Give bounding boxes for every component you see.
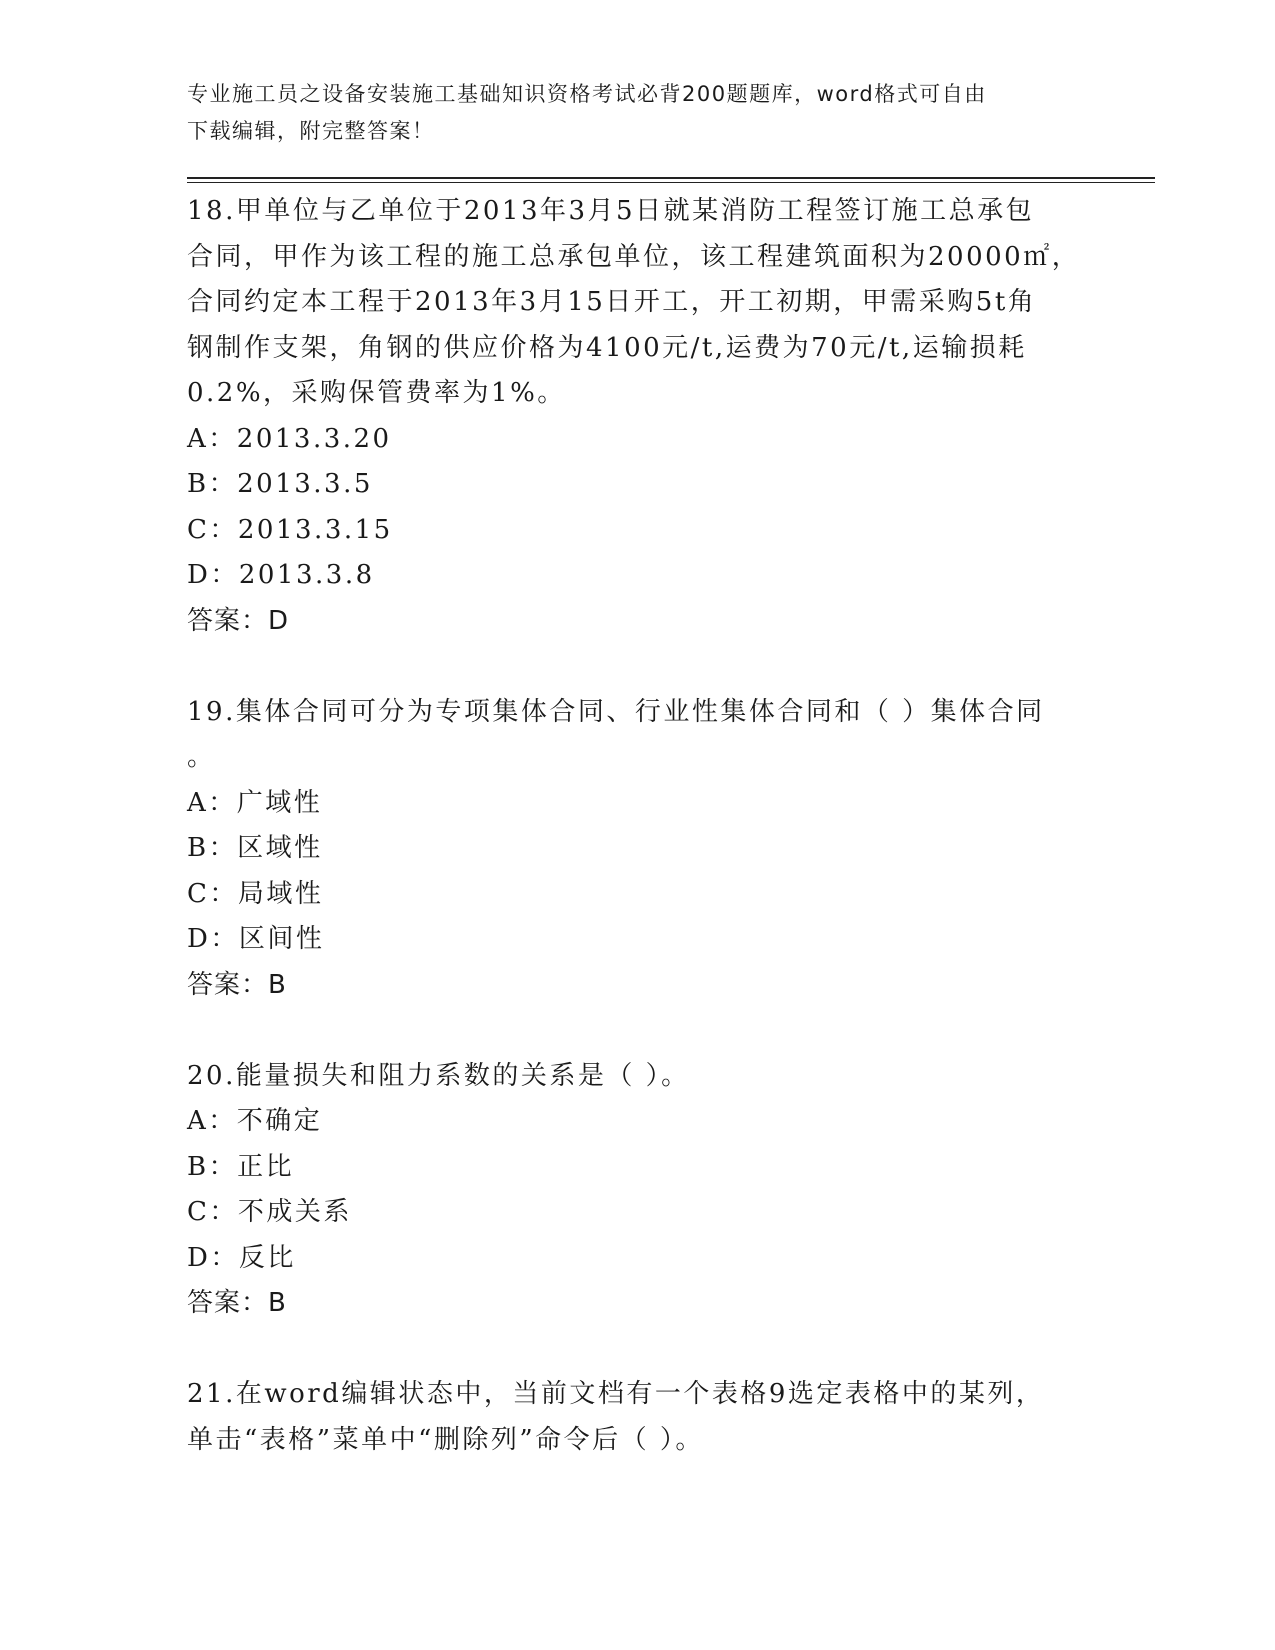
option-b: B：区域性 [187,833,323,863]
option-d: D：区间性 [187,924,325,954]
option-b: B：正比 [187,1151,295,1182]
header-line-1: 专业施工员之设备安装施工基础知识资格考试必背200题题库，word格式可自由 [187,82,987,106]
question-list [187,189,1087,1463]
option-a: A：广域性 [187,787,323,818]
option-d: D：2013.3.8 [187,560,375,590]
spacer [187,1327,1087,1373]
stem-line: 20.能量损失和阻力系数的关系是（ ）。 [187,1060,690,1091]
question-19 [187,690,1087,1009]
option-c: C：不成关系 [187,1197,352,1227]
stem-line: 合同，甲作为该工程的施工总承包单位，该工程建筑面积为20000㎡， [187,241,1081,272]
question-stem [187,690,1087,781]
option-a: A：2013.3.20 [187,423,392,454]
stem-line: 单击“表格”菜单中“删除列”命令后（ ）。 [187,1424,704,1455]
question-stem [187,189,1087,417]
question-18 [187,189,1087,644]
stem-line: 。 [187,742,216,772]
stem-line: 0.2%，采购保管费率为1%。 [187,378,566,408]
answer: 答案：B [187,969,287,1000]
spacer [187,1008,1087,1054]
header-rule-thin [187,182,1155,183]
stem-line: 21.在word编辑状态中，当前文档有一个表格9选定表格中的某列， [187,1379,1045,1409]
option-b: B：2013.3.5 [187,469,373,499]
stem-line: 合同约定本工程于2013年3月15日开工，开工初期，甲需采购5t角 [187,287,1037,317]
stem-line: 18.甲单位与乙单位于2013年3月5日就某消防工程签订施工总承包 [187,196,1035,226]
stem-line: 钢制作支架，角钢的供应价格为4100元/t,运费为70元/t,运输损耗 [187,332,1027,363]
option-c: C：2013.3.15 [187,514,393,545]
stem-line: 19.集体合同可分为专项集体合同、行业性集体合同和（ ）集体合同 [187,696,1045,727]
header-line-2: 下载编辑，附完整答案！ [187,119,435,143]
answer: 答案：B [187,1288,287,1318]
question-stem [187,1372,1087,1463]
option-a: A：不确定 [187,1106,323,1136]
question-21 [187,1372,1087,1463]
document-header [187,76,1067,150]
header-rule-thick [187,177,1155,179]
option-d: D：反比 [187,1242,296,1273]
question-stem [187,1054,1087,1100]
option-c: C：局域性 [187,878,324,909]
question-20 [187,1054,1087,1327]
spacer [187,644,1087,690]
answer: 答案：D [187,605,290,636]
